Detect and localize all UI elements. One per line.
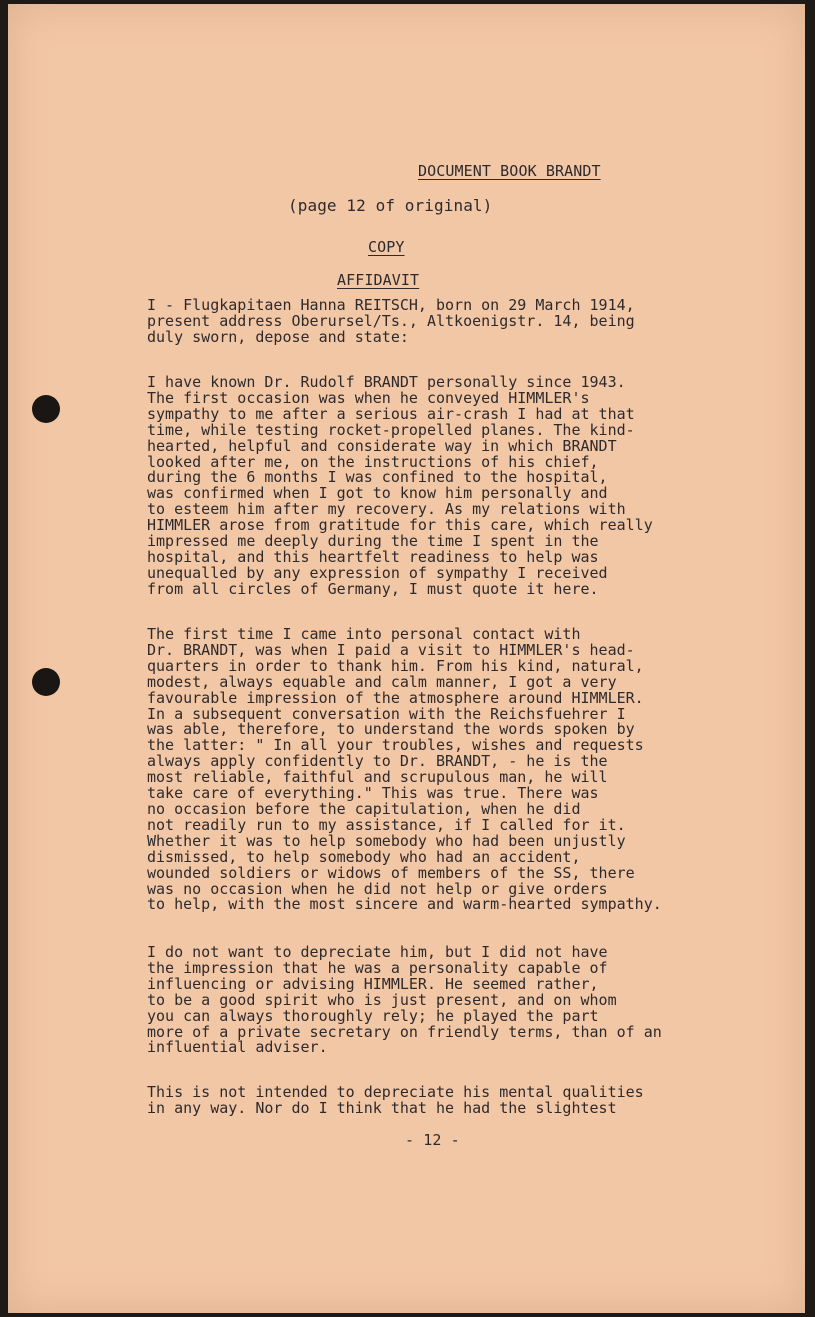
punch-hole-lower [32, 668, 60, 696]
page-number: - 12 - [405, 1131, 460, 1149]
punch-hole-upper [32, 395, 60, 423]
paragraph-deponent-intro: I - Flugkapitaen Hanna REITSCH, born on 29 March 1914, present address Oberursel/Ts., Altkoenigstr. 14, being duly sworn, depose and state: [147, 296, 635, 346]
document-header-title: DOCUMENT BOOK BRANDT [418, 162, 601, 180]
copy-label: COPY [368, 238, 405, 256]
paragraph-impression: I do not want to depreciate him, but I did not have the impression that he was a personality capable of influencing or advising HIMMLER. He seemed rather, to be a good spirit who is just present, and on whom you can always thoroughly rely; he played the part more of a private secretary on friendly terms, than of an influential adviser. [147, 943, 662, 1057]
original-page-reference: (page 12 of original) [288, 196, 493, 215]
paragraph-personal-contact: The first time I came into personal contact with Dr. BRANDT, was when I paid a visit to HIMMLER's head- quarters in order to thank him. From his kind, natural, modest, always equable and calm manner, I got a very favourable impression of the atmosphere around HIMMLER. In a subsequent conversation with the Reichsfuehrer I was able, therefore, to understand the words spoken by the latter: " In all your troubles, wishes and requests always apply confidently to Dr. BRANDT, - he is the most reliable, faithful and scrupulous man, he will take care of everything." This was true. There was no occasion before the capitulation, when he did not readily run to my assistance, if I called for it. Whether it was to help somebody who had been unjustly dismissed, to help somebody who had an accident, wounded soldiers or widows of members of the SS, there was no occasion when he did not help or give orders to help, with the most sincere and warm-hearted sympathy. [147, 625, 662, 914]
paragraph-first-acquaintance: I have known Dr. Rudolf BRANDT personally since 1943. The first occasion was when he conveyed HIMMLER's sympathy to me after a serious air-crash I had at that time, while testing rocket-propelled planes. The kind- hearted, helpful and considerate way in which BRANDT looked after me, on the instructions of his chief, during the 6 months I was confined to the hospital, was confirmed when I got to know him personally and to esteem him after my recovery. As my relations with HIMMLER arose from gratitude for this care, which really impressed me deeply during the time I spent in the hospital, and this heartfelt readiness to help was unequalled by any expression of sympathy I received from all circles of Germany, I must quote it here. [147, 373, 653, 598]
affidavit-title: AFFIDAVIT [337, 271, 420, 289]
paragraph-mental-qualities: This is not intended to depreciate his mental qualities in any way. Nor do I think that he had the slightest [147, 1083, 644, 1117]
